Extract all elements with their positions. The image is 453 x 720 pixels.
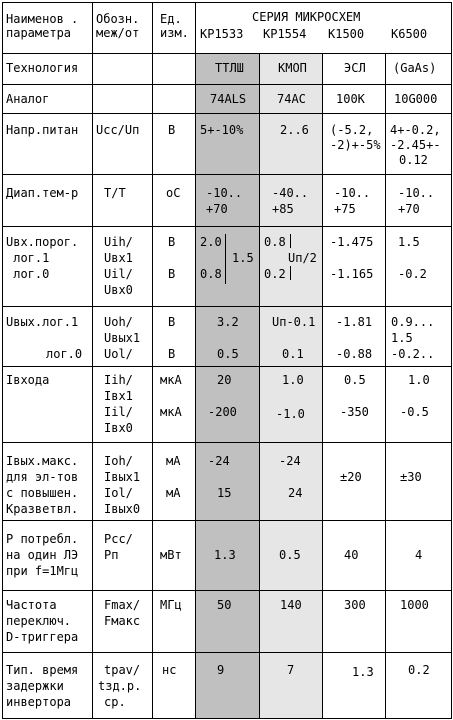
row-input-current-k1500-2: -350 — [340, 405, 369, 419]
row-power-kr1533: 1.3 — [214, 548, 236, 562]
row-output-level-k6500-3: -0.2.. — [391, 347, 435, 361]
row-input-current-param: Iвхода — [6, 373, 50, 387]
row-delay-unit: нс — [162, 663, 177, 677]
header-series-k6500: К6500 — [391, 27, 428, 41]
row-temp-k6500-1: -10.. — [398, 186, 435, 200]
row-frequency-symbol-2: Fмакс — [104, 614, 141, 628]
row-temp-k1500-1: -10.. — [334, 186, 371, 200]
grid-line — [2, 2, 451, 3]
row-output-level-param-2: лог.0 — [46, 347, 83, 361]
grid-line — [2, 174, 451, 175]
row-output-current-symbol-1: Ioh/ — [104, 454, 133, 468]
grid-line — [195, 2, 196, 719]
grid-line — [259, 53, 260, 719]
row-output-level-unit-2: В — [168, 347, 176, 361]
row-analog-kr1554: 74AC — [277, 92, 306, 106]
row-threshold-kr1554-3: 0.2 — [264, 267, 286, 281]
row-output-level-kr1533-1: 3.2 — [217, 315, 239, 329]
row-output-current-kr1554-2: 24 — [288, 486, 303, 500]
row-output-current-kr1533-1: -24 — [208, 454, 230, 468]
row-output-current-param-2: для эл-тов — [6, 470, 79, 484]
row-threshold-symbol-4: Uвх0 — [104, 283, 133, 297]
row-supply-unit: В — [168, 123, 176, 137]
row-technology-kr1554: КМОП — [278, 61, 307, 75]
row-threshold-kr1554-2: Uп/2 — [288, 251, 317, 265]
row-supply-k1500-1: (-5.2, — [330, 123, 374, 137]
grid-line — [2, 652, 451, 653]
row-power-param-1: P потребл. — [6, 532, 79, 546]
row-output-level-k6500-2: 1.5 — [391, 331, 413, 345]
row-output-level-symbol-1: Uoh/ — [104, 315, 133, 329]
row-temp-kr1554-2: +85 — [272, 202, 294, 216]
row-output-current-k1500: ±20 — [340, 470, 362, 484]
row-threshold-param-2: лог.1 — [6, 251, 50, 265]
header-series-k1500: К1500 — [328, 27, 365, 41]
grid-line — [2, 520, 451, 521]
grid-line — [152, 2, 153, 719]
row-output-current-unit-1: мА — [166, 454, 181, 468]
row-output-current-symbol-2: Iвых1 — [104, 470, 141, 484]
row-power-param-3: при f=1Мгц — [6, 564, 79, 578]
row-supply-kr1554: 2..6 — [280, 123, 309, 137]
row-temp-kr1533-1: -10.. — [206, 186, 243, 200]
row-analog-k1500: 100K — [336, 92, 365, 106]
row-frequency-param-1: Частота — [6, 598, 57, 612]
row-technology-kr1533: ТТЛШ — [215, 61, 244, 75]
row-delay-symbol-3: ср. — [104, 695, 126, 709]
row-temp-k6500-2: +70 — [398, 202, 420, 216]
row-input-current-symbol-3: Iil/ — [104, 405, 133, 419]
row-input-current-symbol-4: Iвх0 — [104, 421, 133, 435]
row-delay-param-3: инвертора — [6, 695, 72, 709]
row-output-level-symbol-3: Uol/ — [104, 347, 133, 361]
row-supply-k6500-1: 4+-0.2, — [390, 123, 441, 137]
grid-line — [2, 442, 451, 443]
row-frequency-unit: МГц — [160, 598, 182, 612]
row-output-current-k6500: ±30 — [400, 470, 422, 484]
row-temp-unit: оС — [166, 186, 181, 200]
row-output-current-param-3: с повышен. — [6, 486, 79, 500]
row-supply-k6500-2: -2.45+- — [390, 138, 441, 152]
row-input-current-symbol-2: Iвх1 — [104, 389, 133, 403]
row-delay-param-1: Тип. время — [6, 663, 79, 677]
row-frequency-symbol-1: Fmax/ — [104, 598, 141, 612]
row-frequency-param-3: D-триггера — [6, 630, 79, 644]
row-delay-kr1533: 9 — [217, 663, 225, 677]
row-output-level-unit-1: В — [168, 315, 176, 329]
row-technology-k1500: ЭСЛ — [344, 61, 366, 75]
header-unit-label-1: Ед. — [160, 12, 182, 26]
row-threshold-param-1: Uвх.порог. — [6, 235, 79, 249]
row-supply-kr1533: 5+-10% — [200, 123, 244, 137]
row-output-current-param-4: Кразветвл. — [6, 502, 79, 516]
row-delay-k1500: 1.3 — [352, 665, 374, 679]
bracket-mark — [290, 266, 291, 280]
row-input-current-kr1533-2: -200 — [208, 405, 237, 419]
row-frequency-kr1533: 50 — [217, 598, 232, 612]
row-threshold-kr1554-1: 0.8 — [264, 235, 286, 249]
grid-line — [322, 53, 323, 719]
grid-line — [2, 590, 451, 591]
row-threshold-kr1533-low: 0.8 — [200, 267, 222, 281]
grid-line — [92, 2, 93, 719]
row-threshold-kr1533-mid: 1.5 — [232, 251, 254, 265]
row-output-level-kr1554-2: 0.1 — [282, 347, 304, 361]
bracket-mark — [225, 234, 226, 284]
row-threshold-k1500-2: -1.165 — [330, 267, 374, 281]
row-threshold-unit-2: В — [168, 267, 176, 281]
row-threshold-unit-1: В — [168, 235, 176, 249]
grid-line — [2, 84, 451, 85]
row-input-current-unit-1: мкА — [160, 373, 182, 387]
grid-line — [2, 113, 451, 114]
row-supply-symbol: Ucc/Uп — [96, 123, 140, 137]
row-threshold-kr1533-high: 2.0 — [200, 235, 222, 249]
row-input-current-k6500-1: 1.0 — [408, 373, 430, 387]
header-series-kr1533: КР1533 — [200, 27, 244, 41]
row-frequency-k1500: 300 — [344, 598, 366, 612]
row-output-current-param-1: Iвых.макс. — [6, 454, 79, 468]
grid-line — [451, 2, 452, 719]
grid-line — [2, 306, 451, 307]
row-temp-k1500-2: +75 — [334, 202, 356, 216]
row-output-current-unit-2: мА — [166, 486, 181, 500]
row-threshold-k6500-1: 1.5 — [398, 235, 420, 249]
row-output-current-kr1554-1: -24 — [279, 454, 301, 468]
row-output-level-kr1554-1: Uп-0.1 — [272, 315, 316, 329]
header-unit-label-2: изм. — [160, 26, 189, 40]
row-output-level-param-1: Uвых.лог.1 — [6, 315, 79, 329]
row-analog-param: Аналог — [6, 92, 50, 106]
row-power-symbol-1: Pcc/ — [104, 532, 133, 546]
row-threshold-symbol-2: Uвх1 — [104, 251, 133, 265]
row-analog-kr1533: 74ALS — [210, 92, 247, 106]
row-input-current-k1500-1: 0.5 — [344, 373, 366, 387]
row-input-current-unit-2: мкА — [160, 405, 182, 419]
row-output-current-symbol-4: Iвых0 — [104, 502, 141, 516]
row-analog-k6500: 10G000 — [394, 92, 438, 106]
header-series-title: СЕРИЯ МИКРОСХЕМ — [252, 10, 361, 24]
row-power-k1500: 40 — [344, 548, 359, 562]
header-series-kr1554: КР1554 — [263, 27, 307, 41]
row-delay-symbol-1: tpav/ — [104, 663, 141, 677]
row-threshold-symbol-3: Uil/ — [104, 267, 133, 281]
bracket-mark — [290, 234, 291, 248]
row-frequency-param-2: переключ. — [6, 614, 72, 628]
row-supply-k1500-2: -2)+-5% — [330, 138, 381, 152]
row-delay-kr1554: 7 — [287, 663, 295, 677]
row-frequency-k6500: 1000 — [400, 598, 429, 612]
row-output-level-k1500-1: -1.81 — [336, 315, 373, 329]
row-threshold-k6500-2: -0.2 — [398, 267, 427, 281]
row-output-current-kr1533-2: 15 — [217, 486, 232, 500]
row-power-symbol-2: Pп — [104, 548, 119, 562]
row-supply-k6500-3: 0.12 — [399, 153, 428, 167]
row-output-current-symbol-3: Iol/ — [104, 486, 133, 500]
row-input-current-symbol-1: Iih/ — [104, 373, 133, 387]
grid-line — [2, 226, 451, 227]
row-input-current-kr1533-1: 20 — [217, 373, 232, 387]
row-input-current-k6500-2: -0.5 — [400, 405, 429, 419]
row-threshold-param-3: лог.0 — [6, 267, 50, 281]
row-power-unit: мВт — [160, 548, 182, 562]
row-input-current-kr1554-2: -1.0 — [276, 407, 305, 421]
grid-line — [2, 366, 451, 367]
row-temp-param: Диап.тем-р — [6, 186, 79, 200]
header-param-label-2: параметра — [6, 26, 72, 40]
grid-line — [2, 718, 451, 719]
grid-line — [2, 2, 3, 719]
row-technology-k6500: (GaAs) — [393, 61, 437, 75]
row-output-level-k6500-1: 0.9... — [391, 315, 435, 329]
grid-line — [385, 53, 386, 719]
header-symbol-label-2: меж/от — [96, 26, 140, 40]
row-threshold-k1500-1: -1.475 — [330, 235, 374, 249]
header-symbol-label-1: Обозн. — [96, 12, 140, 26]
row-delay-k6500: 0.2 — [408, 663, 430, 677]
row-delay-symbol-2: tзд.р. — [98, 679, 142, 693]
row-output-level-kr1533-2: 0.5 — [217, 347, 239, 361]
row-power-kr1554: 0.5 — [279, 548, 301, 562]
row-threshold-symbol-1: Uih/ — [104, 235, 133, 249]
row-output-level-symbol-2: Uвых1 — [104, 331, 141, 345]
row-technology-param: Технология — [6, 61, 79, 75]
row-temp-symbol: T/T — [104, 186, 126, 200]
grid-line — [2, 53, 451, 54]
row-frequency-kr1554: 140 — [280, 598, 302, 612]
header-param-label-1: Наименов . — [6, 12, 79, 26]
row-temp-kr1533-2: +70 — [206, 202, 228, 216]
row-supply-param: Напр.питан — [6, 123, 79, 137]
row-output-level-k1500-2: -0.88 — [336, 347, 373, 361]
row-delay-param-2: задержки — [6, 679, 64, 693]
row-input-current-kr1554-1: 1.0 — [282, 373, 304, 387]
row-power-k6500: 4 — [415, 548, 423, 562]
row-temp-kr1554-1: -40.. — [272, 186, 309, 200]
row-power-param-2: на один ЛЭ — [6, 548, 79, 562]
